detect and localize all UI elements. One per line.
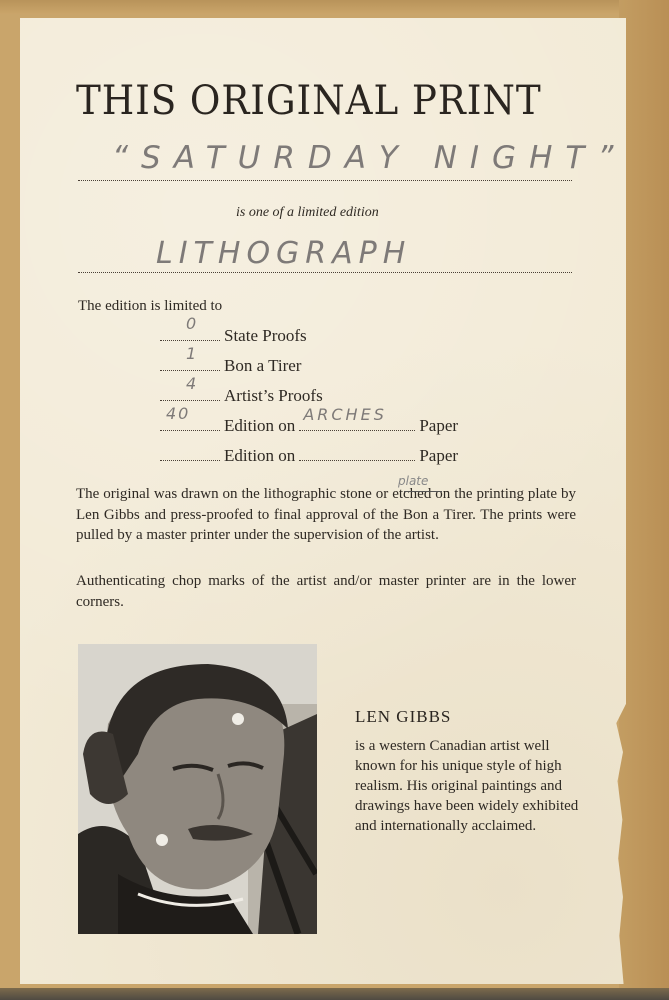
paper-value: ARCHES bbox=[303, 405, 387, 424]
paper-label: Paper bbox=[419, 416, 459, 435]
bon-a-tirer-label: Bon a Tirer bbox=[224, 356, 302, 375]
process-paragraph: The original was drawn on the lithographic stone or etched on the printing plate by Len Gibbs and press-proofed to final approval of the Bon a Tirer. The prints were pulled by a master printer under the supervision of the artist. bbox=[76, 486, 576, 543]
state-proofs-blank bbox=[160, 314, 220, 341]
handwritten-print-title: “SATURDAY NIGHT” bbox=[112, 140, 627, 176]
frame-right-edge bbox=[619, 0, 669, 1000]
edition-row-1 bbox=[160, 404, 459, 436]
state-proofs-row bbox=[160, 314, 307, 346]
artists-proofs-label: Artist’s Proofs bbox=[224, 386, 323, 405]
edition-on-label: Edition on bbox=[224, 416, 296, 435]
artist-portrait-drawing bbox=[78, 644, 317, 934]
state-proofs-label: State Proofs bbox=[224, 326, 307, 345]
stone-strikethrough bbox=[404, 491, 442, 492]
handwritten-medium: LITHOGRAPH bbox=[156, 236, 412, 271]
print-title-line bbox=[78, 180, 572, 181]
bon-a-tirer-row bbox=[160, 344, 302, 376]
paper-blank-2 bbox=[299, 444, 415, 461]
artist-name: LEN GIBBS bbox=[355, 707, 452, 726]
page-title: THIS ORIGINAL PRINT bbox=[76, 78, 542, 124]
edition-on-label-2: Edition on bbox=[224, 446, 296, 465]
artists-proofs-blank bbox=[160, 374, 220, 401]
artists-proofs-row bbox=[160, 374, 323, 406]
edition-blank-2 bbox=[160, 444, 220, 461]
paper-blank bbox=[299, 405, 415, 431]
chop-marks-paragraph: Authenticating chop marks of the artist and/or master printer are in the lower corners. bbox=[76, 573, 576, 610]
edition-limited-label: The edition is limited to bbox=[78, 298, 223, 314]
artists-proofs-value: 4 bbox=[186, 374, 197, 393]
edition-row-2 bbox=[160, 444, 458, 466]
handwritten-plate-note: plate bbox=[398, 474, 429, 488]
edition-blank bbox=[160, 404, 220, 431]
artist-bio: is a western Canadian artist well known for his unique style of high realism. His original paintings and drawings have been widely exhibited and internationally acclaimed. bbox=[355, 738, 579, 834]
state-proofs-value: 0 bbox=[186, 314, 197, 333]
frame-top-edge bbox=[0, 0, 669, 14]
paper-label-2: Paper bbox=[419, 446, 459, 465]
edition-value: 40 bbox=[166, 404, 191, 423]
medium-line bbox=[78, 272, 572, 273]
bon-a-tirer-value: 1 bbox=[186, 344, 197, 363]
bon-a-tirer-blank bbox=[160, 344, 220, 371]
limited-edition-note: is one of a limited edition bbox=[236, 205, 379, 220]
frame-bottom-edge bbox=[0, 988, 669, 1000]
artist-photo bbox=[78, 644, 317, 934]
